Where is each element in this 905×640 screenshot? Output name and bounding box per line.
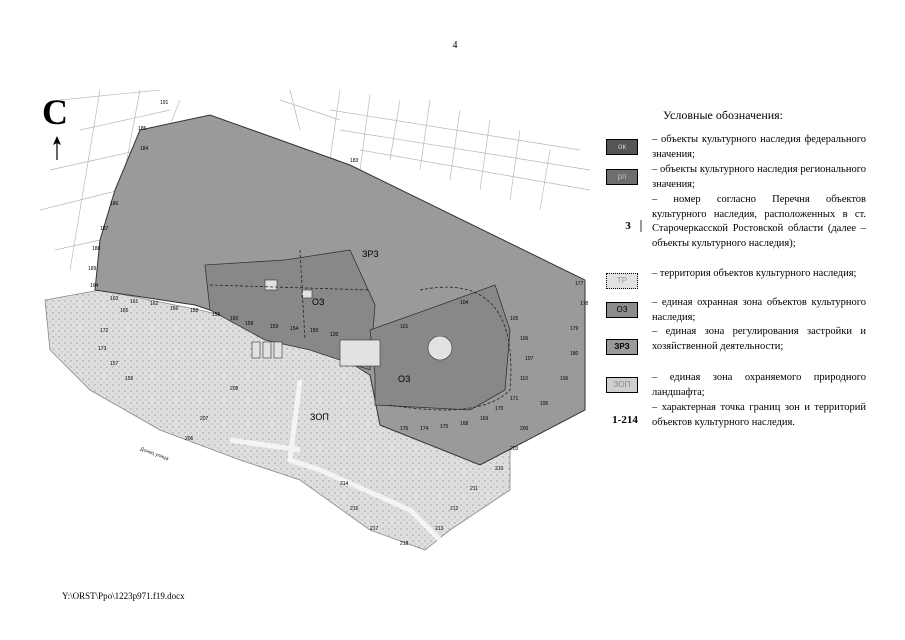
boundary-point-label: 106 xyxy=(520,336,529,342)
boundary-point-label: 217 xyxy=(370,526,379,532)
boundary-point-label: 120 xyxy=(330,332,339,338)
legend-text-zop: – единая зона охраняемого природного ландшафта; xyxy=(652,372,866,398)
legend-item-federal xyxy=(604,133,866,163)
regional-symbol: рп xyxy=(606,169,638,185)
zop-symbol: ЗОП xyxy=(606,377,638,393)
boundary-point-label: 159 xyxy=(245,321,254,327)
boundary-point-label: 154 xyxy=(290,326,299,332)
legend-text-federal: – объекты культурного наследия федерального значения; xyxy=(652,134,866,160)
legend-item-regional xyxy=(604,163,866,193)
boundary-point-label: 178 xyxy=(580,301,589,307)
boundary-point-label: 105 xyxy=(510,316,519,322)
boundary-point-label: 210 xyxy=(495,466,504,472)
legend-text-point: – характерная точка границ зон и территорий объектов культурного наследия. xyxy=(652,402,866,428)
page-number: 4 xyxy=(452,40,458,51)
boundary-point-label: 216 xyxy=(350,506,359,512)
boundary-point-label: 107 xyxy=(525,356,534,362)
boundary-point-label: 195 xyxy=(540,401,549,407)
boundary-point-label: 191 xyxy=(160,100,169,106)
boundary-point-label: 174 xyxy=(420,426,429,432)
boundary-point-label: 150 xyxy=(310,328,319,334)
boundary-point-label: 206 xyxy=(185,436,194,442)
boundary-point-label: 169 xyxy=(480,416,489,422)
oz-symbol: ОЗ xyxy=(606,302,638,318)
legend-item-zop xyxy=(604,371,866,401)
boundary-point-label: 187 xyxy=(100,226,109,232)
zrz-symbol: ЗРЗ xyxy=(606,339,638,355)
boundary-point-label: 213 xyxy=(435,526,444,532)
boundary-point-label: 179 xyxy=(570,326,579,332)
boundary-point-label: 218 xyxy=(400,541,409,547)
boundary-point-label: 200 xyxy=(520,426,529,432)
zone-label-zrz: ЗРЗ xyxy=(362,249,379,259)
boundary-point-label: 188 xyxy=(92,246,101,252)
boundary-point-label: 153 xyxy=(270,324,279,330)
boundary-point-label: 208 xyxy=(230,386,239,392)
boundary-point-label: 189 xyxy=(88,266,97,272)
boundary-point-label: 157 xyxy=(110,361,119,367)
zone-label-zop: ЗОП xyxy=(310,412,329,422)
point-symbol: 1-214 xyxy=(612,414,638,426)
boundary-point-label: 110 xyxy=(520,376,528,382)
legend-text-number: – номер согласно Перечня объектов культурного наследия, расположенных в ст. Старочеркасской Ростовской области (далее – объекты культурного наследия); xyxy=(652,194,866,249)
boundary-point-label: 168 xyxy=(460,421,469,427)
north-arrow-icon xyxy=(50,136,64,160)
boundary-point-label: 158 xyxy=(190,308,199,314)
boundary-point-label: 211 xyxy=(470,486,478,492)
boundary-point-label: 160 xyxy=(230,316,239,322)
boundary-point-label: 186 xyxy=(110,201,119,207)
boundary-point-label: 203 xyxy=(510,446,519,452)
map xyxy=(40,90,600,560)
boundary-point-label: 166 xyxy=(170,306,179,312)
boundary-point-label: 185 xyxy=(138,126,147,132)
zone-label-oz-center: ОЗ xyxy=(312,297,325,307)
boundary-point-label: 196 xyxy=(560,376,569,382)
boundary-point-label: 175 xyxy=(440,424,449,430)
legend-title: Условные обозначения: xyxy=(663,108,784,122)
legend-text-zrz: – единая зона регулирования застройки и хозяйственной деятельности; xyxy=(652,326,866,352)
legend-item-zrz xyxy=(604,325,866,369)
boundary-point-label: 207 xyxy=(200,416,209,422)
federal-symbol: ок xyxy=(606,139,638,155)
boundary-point-label: 212 xyxy=(450,506,459,512)
legend-text-oz: – единая охранная зона объектов культурного наследия; xyxy=(652,297,866,323)
legend-text-regional: – объекты культурного наследия регионального значения; xyxy=(652,164,866,190)
boundary-point-label: 176 xyxy=(400,426,409,432)
map-canvas xyxy=(40,90,600,560)
street-label: Донец улица xyxy=(139,446,170,463)
boundary-point-label: 155 xyxy=(125,376,134,382)
legend-item-oz xyxy=(604,296,866,326)
boundary-point-label: 164 xyxy=(90,283,99,289)
boundary-point-label: 177 xyxy=(575,281,584,287)
boundary-point-label: 104 xyxy=(460,300,469,306)
footer-file-path: Y:\ORST\Ppo\1223p971.f19.docx xyxy=(62,591,185,601)
north-letter: С xyxy=(42,92,68,132)
territory-symbol: ТР xyxy=(606,273,638,289)
boundary-point-label: 214 xyxy=(340,481,349,487)
boundary-point-label: 183 xyxy=(350,158,359,164)
boundary-point-label: 161 xyxy=(130,299,139,305)
legend-item-territory xyxy=(604,267,866,297)
boundary-point-label: 162 xyxy=(150,301,159,307)
zone-label-oz-east: ОЗ xyxy=(398,374,411,384)
boundary-point-label: 173 xyxy=(98,346,107,352)
legend-item-point xyxy=(604,401,866,445)
boundary-point-label: 180 xyxy=(570,351,579,357)
boundary-point-label: 156 xyxy=(212,312,221,318)
boundary-point-label: 170 xyxy=(495,406,504,412)
boundary-point-label: 101 xyxy=(400,324,409,330)
boundary-point-label: 184 xyxy=(140,146,149,152)
boundary-point-label: 171 xyxy=(510,396,519,402)
legend-item-number xyxy=(604,193,866,265)
legend-text-territory: – территория объектов культурного наследия; xyxy=(652,268,857,279)
boundary-point-label: 163 xyxy=(110,296,119,302)
boundary-point-label: 165 xyxy=(120,308,129,314)
boundary-point-label: 172 xyxy=(100,328,109,334)
number-symbol: 3 xyxy=(616,220,642,232)
